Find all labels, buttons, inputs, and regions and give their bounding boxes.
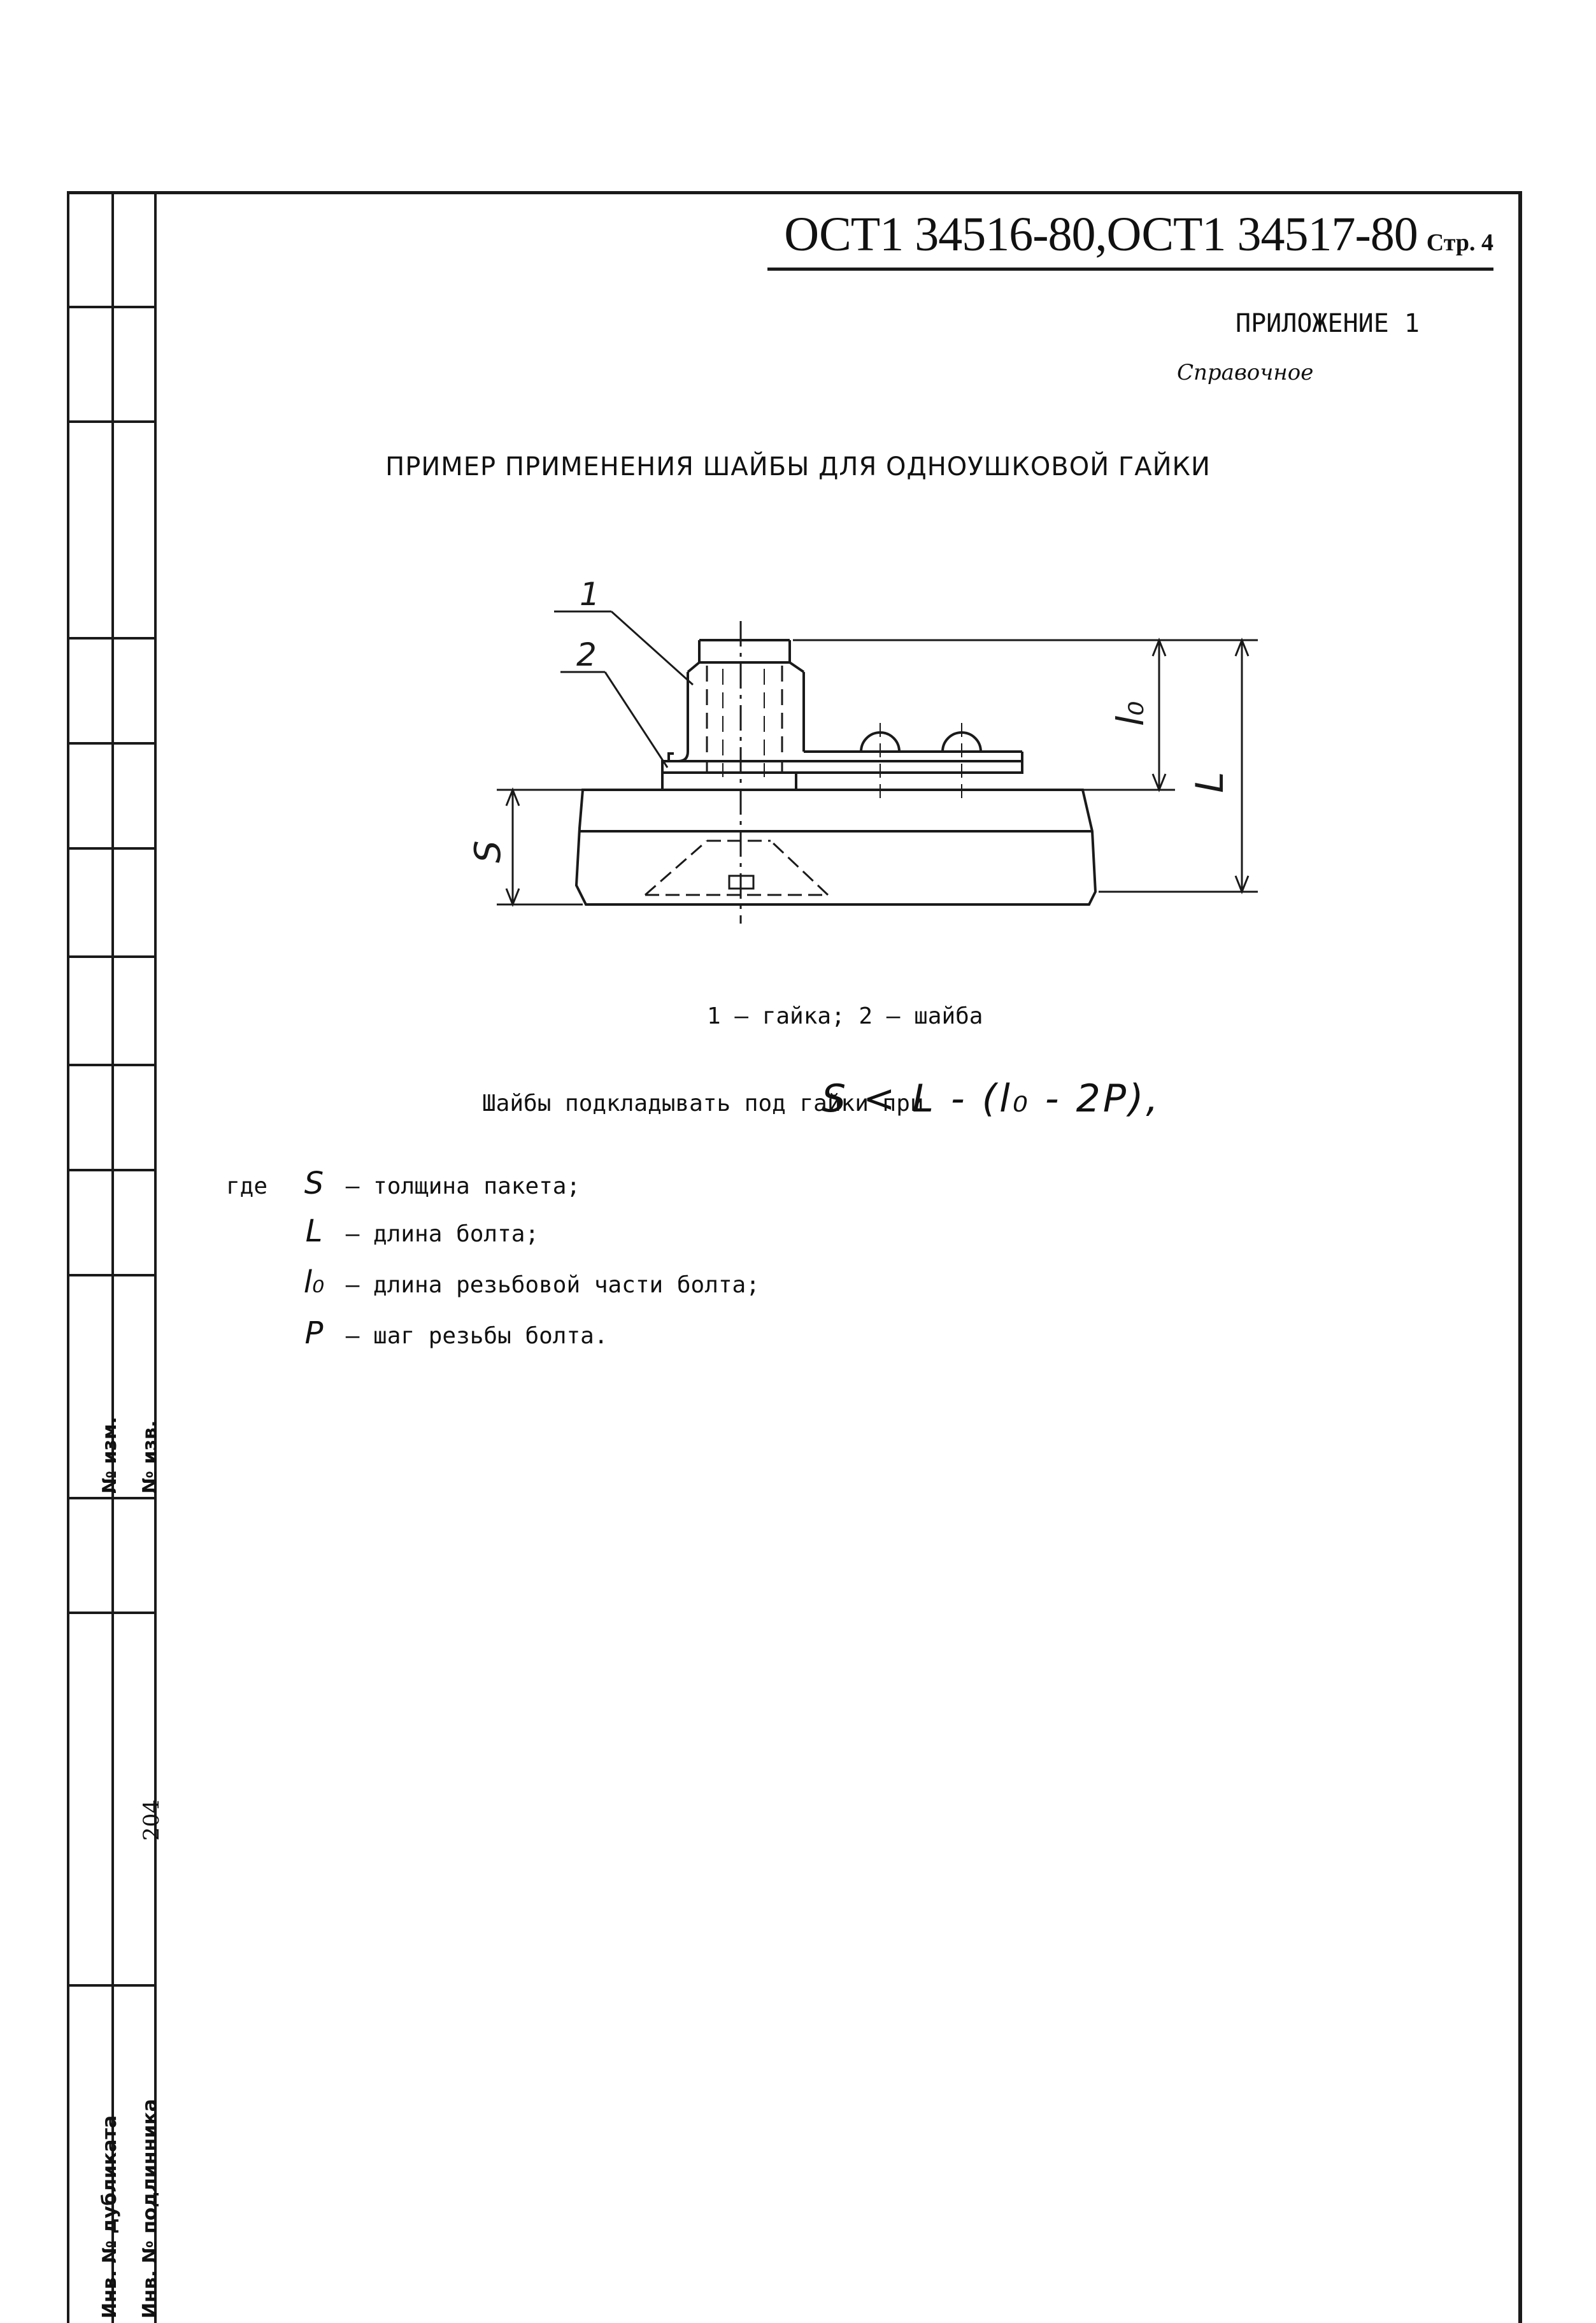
sidebar-notice-no: № изв.: [139, 1420, 161, 1494]
where-symbol: L: [305, 1213, 323, 1249]
dim-S-label: S: [467, 840, 509, 863]
where-symbol: P: [304, 1315, 324, 1351]
where-item: [296, 1264, 760, 1300]
callout-2: 2: [576, 636, 597, 673]
where-symbol: l₀: [303, 1264, 325, 1300]
doc-code: ОСТ1 34516-80,ОСТ1 34517-80: [784, 208, 1418, 261]
dim-l0-label: l₀: [1109, 701, 1152, 726]
appendix-title: ПРИЛОЖЕНИЕ 1: [1236, 309, 1420, 338]
condition-text: Шайбы подкладывать под гайки при: [482, 1090, 924, 1117]
sidebar-inv-orig: Инв. № подлинника: [139, 2099, 161, 2319]
where-description: – толщина пакета;: [345, 1173, 581, 1199]
sidebar-inv-dup: Инв. № дубликата: [99, 2115, 121, 2319]
appendix-subtitle: Справочное: [1177, 360, 1314, 385]
where-description: – длина болта;: [345, 1221, 539, 1247]
where-item: [296, 1213, 539, 1249]
figure-caption: 1 – гайка; 2 – шайба: [707, 1003, 983, 1029]
sidebar-number: 204: [139, 1799, 164, 1841]
section-title: ПРИМЕР ПРИМЕНЕНИЯ ШАЙБЫ ДЛЯ ОДНОУШКОВОЙ ГАЙКИ: [385, 452, 1211, 482]
where-symbol: S: [304, 1166, 324, 1201]
where-description: – шаг резьбы болта.: [345, 1323, 608, 1349]
page-number: Стр. 4: [1426, 229, 1493, 256]
where-item: [226, 1166, 580, 1201]
dim-L-label: L: [1188, 771, 1232, 793]
condition-formula: S < L - (l₀ - 2P),: [822, 1076, 1161, 1121]
callout-1: 1: [580, 576, 600, 613]
sidebar-change-no: № изм.: [99, 1417, 121, 1494]
where-label: где: [226, 1173, 268, 1199]
where-item: [296, 1315, 608, 1351]
where-description: – длина резьбовой части болта;: [345, 1272, 760, 1298]
